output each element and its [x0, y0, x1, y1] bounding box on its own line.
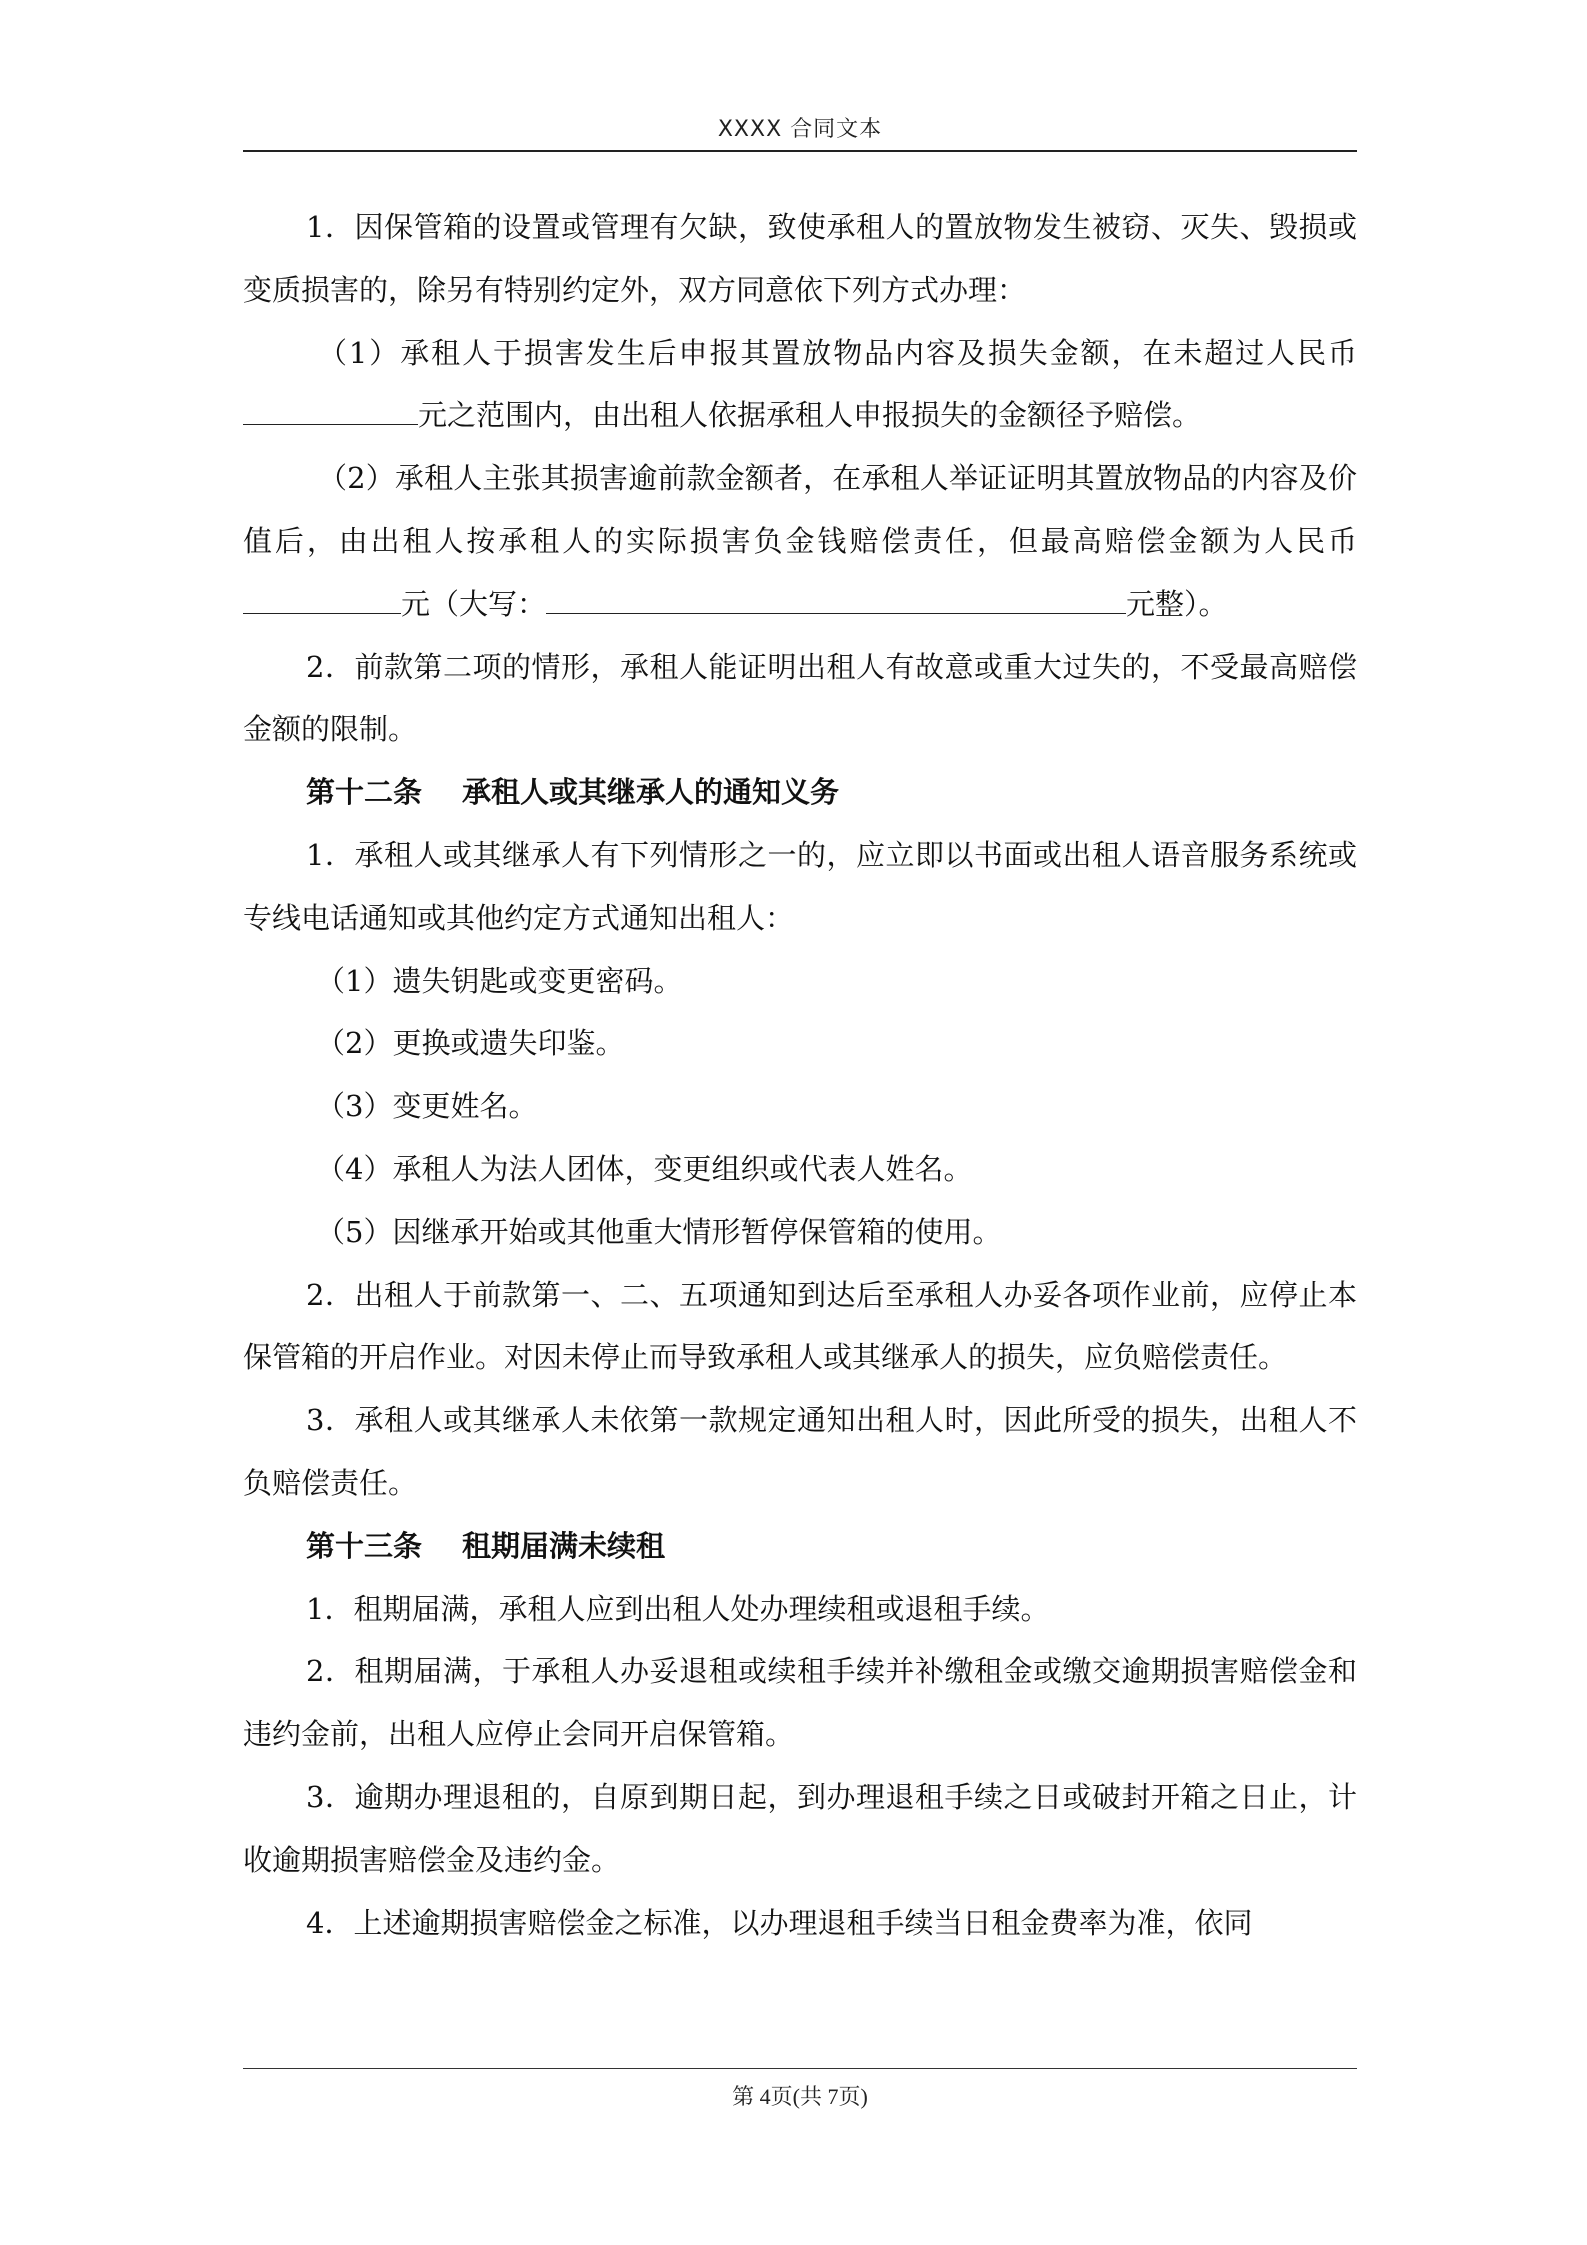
item-1-text-a: （1）承租人于损害发生后申报其置放物品内容及损失金额，在未超过人民币: [318, 335, 1357, 370]
paragraph-notice-clause-1: 1．承租人或其继承人有下列情形之一的，应立即以书面或出租人语音服务系统或专线电话通知或其他约定方式通知出租人：: [243, 837, 1357, 935]
page-number: 第 4页(共 7页): [732, 2084, 868, 2109]
footer-rule: [243, 2068, 1357, 2069]
item-2-text-b: 元（大写：: [401, 586, 547, 621]
paragraph-item-1-compensation: [243, 322, 1357, 448]
paragraph-item-2-max-compensation: [243, 447, 1357, 635]
list-item-lost-key: （1）遗失钥匙或变更密码。: [316, 963, 683, 998]
article-13-number: 第十三条: [306, 1528, 423, 1563]
header-rule: [243, 150, 1357, 152]
list-item-suspension: （5）因继承开始或其他重大情形暂停保管箱的使用。: [316, 1214, 1002, 1249]
item-1-text-b: 元之范围内，由出租人依据承租人申报损失的金额径予赔偿。: [418, 398, 1202, 433]
amount-capital-blank: [546, 585, 1126, 614]
amount-blank-1: [243, 397, 418, 426]
paragraph-expiry-clause-4: 4．上述逾期损害赔偿金之标准，以办理退租手续当日租金费率为准，依同: [306, 1905, 1253, 1940]
paragraph-clause-1: 1．因保管箱的设置或管理有欠缺，致使承租人的置放物发生被窃、灭失、毁损或变质损害的，除另有特别约定外，双方同意依下列方式办理：: [243, 210, 1357, 307]
article-12-number: 第十二条: [306, 775, 423, 810]
paragraph-notice-clause-3: 3．承租人或其继承人未依第一款规定通知出租人时，因此所受的损失，出租人不负赔偿责任。: [243, 1403, 1357, 1500]
paragraph-expiry-clause-2: 2．租期届满，于承租人办妥退租或续租手续并补缴租金或缴交逾期损害赔偿金和违约金前，出租人应停止会同开启保管箱。: [243, 1654, 1357, 1752]
amount-blank-2: [243, 585, 401, 614]
article-13-title: 租期届满未续租: [462, 1528, 666, 1563]
paragraph-expiry-clause-3: 3．逾期办理退租的，自原到期日起，到办理退租手续之日或破封开箱之日止，计收逾期损害赔偿金及违约金。: [243, 1779, 1357, 1877]
article-12-title: 承租人或其继承人的通知义务: [462, 775, 840, 810]
list-item-name-change: （3）变更姓名。: [316, 1089, 538, 1124]
document-body: [243, 196, 1357, 1954]
item-2-text-a: （2）承租人主张其损害逾前款金额者，在承租人举证证明其置放物品的内容及价值后，由出租人按承租人的实际损害负金钱赔偿责任，但最高赔偿金额为人民币: [243, 461, 1357, 558]
list-item-legal-entity: （4）承租人为法人团体，变更组织或代表人姓名。: [316, 1151, 973, 1186]
paragraph-notice-clause-2: 2．出租人于前款第一、二、五项通知到达后至承租人办妥各项作业前，应停止本保管箱的开启作业。对因未停止而导致承租人或其继承人的损失，应负赔偿责任。: [243, 1277, 1357, 1375]
article-12-heading: [243, 761, 1357, 824]
list-item-seal-change: （2）更换或遗失印鉴。: [316, 1026, 625, 1061]
paragraph-expiry-clause-1: 1．租期届满，承租人应到出租人处办理续租或退租手续。: [306, 1591, 1050, 1626]
paragraph-clause-2: 2．前款第二项的情形，承租人能证明出租人有故意或重大过失的，不受最高赔偿金额的限制。: [243, 649, 1357, 747]
header-title: XXXX 合同文本: [717, 117, 883, 142]
article-13-heading: [243, 1515, 1357, 1578]
item-2-text-c: 元整）。: [1126, 586, 1228, 621]
